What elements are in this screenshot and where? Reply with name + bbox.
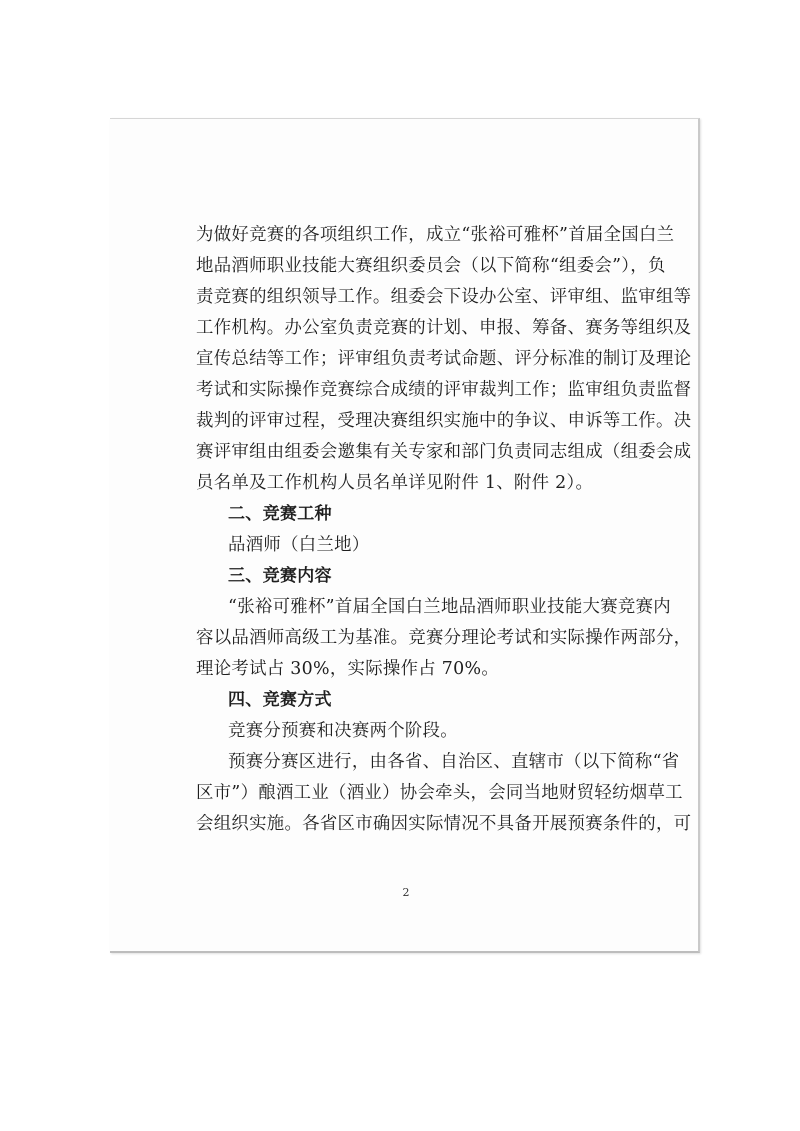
body-text-line: 宣传总结等工作；评审组负责考试命题、评分标准的制订及理论 xyxy=(196,349,692,369)
body-text-line: 赛评审组由组委会邀集有关专家和部门负责同志组成（组委会成 xyxy=(196,442,692,462)
section-heading: 三、竞赛内容 xyxy=(228,566,332,586)
body-text-line: 为做好竞赛的各项组织工作，成立“张裕可雅杯”首届全国白兰 xyxy=(196,225,675,245)
body-text-line: 会组织实施。各省区市确因实际情况不具备开展预赛条件的，可 xyxy=(196,814,692,834)
body-text-line: “张裕可雅杯”首届全国白兰地品酒师职业技能大赛竞赛内 xyxy=(228,597,671,617)
body-text-line: 员名单及工作机构人员名单详见附件 1、附件 2）。 xyxy=(196,473,594,493)
body-text-line: 区市”）酿酒工业（酒业）协会牵头，会同当地财贸轻纺烟草工 xyxy=(196,783,683,803)
section-heading: 四、竞赛方式 xyxy=(228,690,332,710)
body-text-line: 地品酒师职业技能大赛组织委员会（以下简称“组委会”），负 xyxy=(196,256,666,276)
body-text-line: 裁判的评审过程，受理决赛组织实施中的争议、申诉等工作。决 xyxy=(196,411,692,431)
body-text-line: 工作机构。办公室负责竞赛的计划、申报、筹备、赛务等组织及 xyxy=(196,318,692,338)
body-text-line: 理论考试占 30%，实际操作占 70%。 xyxy=(196,659,500,679)
body-text-line: 品酒师（白兰地） xyxy=(228,535,370,555)
page-number: 2 xyxy=(402,886,410,899)
body-text-line: 容以品酒师高级工为基准。竞赛分理论考试和实际操作两部分， xyxy=(196,628,692,648)
body-text-line: 责竞赛的组织领导工作。组委会下设办公室、评审组、监审组等 xyxy=(196,287,692,307)
body-text-line: 预赛分赛区进行，由各省、自治区、直辖市（以下简称“省 xyxy=(228,752,680,772)
body-text-line: 竞赛分预赛和决赛两个阶段。 xyxy=(228,721,458,741)
body-text-line: 考试和实际操作竞赛综合成绩的评审裁判工作；监审组负责监督 xyxy=(196,380,692,400)
section-heading: 二、竞赛工种 xyxy=(228,504,332,524)
